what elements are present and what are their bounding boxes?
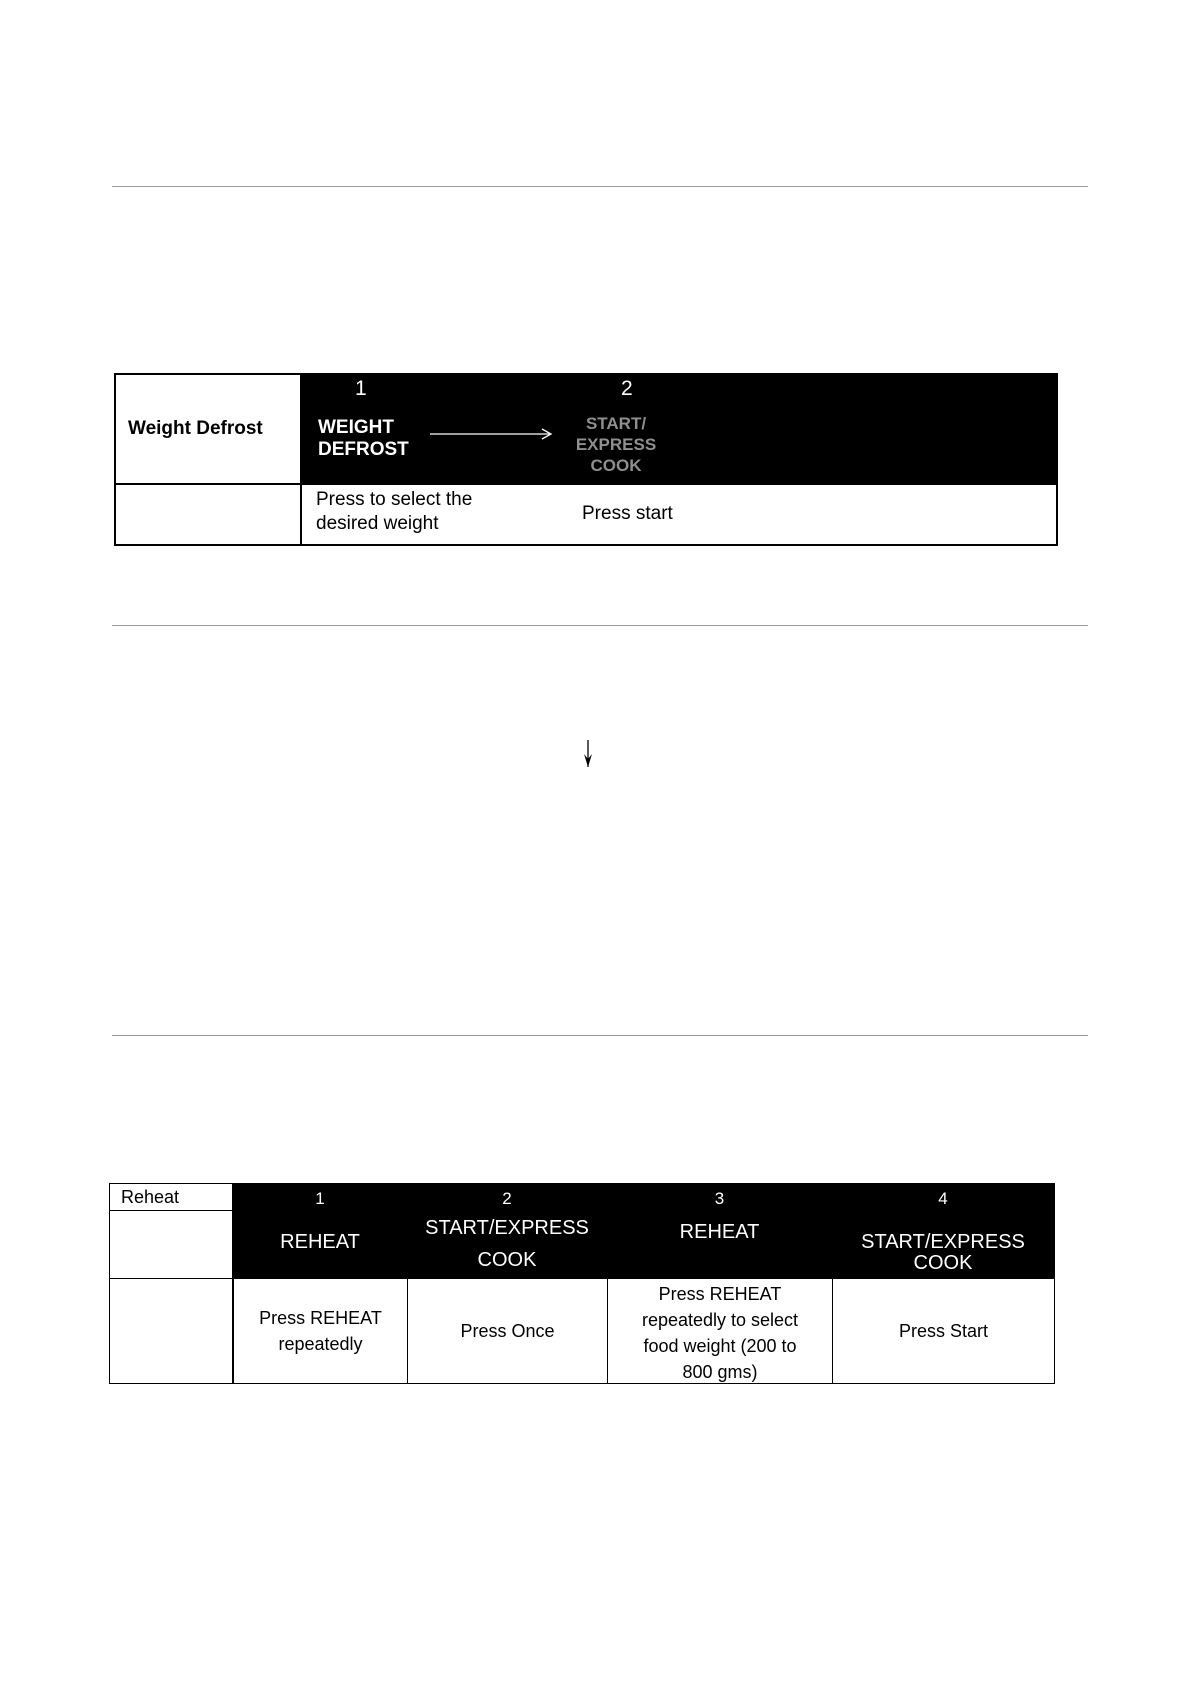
weight-defrost-label-blank-cell <box>116 485 302 544</box>
weight-defrost-button-label <box>318 417 409 461</box>
weight-defrost-table <box>114 373 1058 546</box>
reheat-button-label: REHEAT <box>280 1231 360 1253</box>
reheat-label-blank-cell <box>110 1279 233 1383</box>
button-label-line: COOK <box>477 1249 537 1271</box>
reheat-button-label: REHEAT <box>679 1221 760 1243</box>
step-header <box>233 1184 407 1279</box>
step-description: Press REHEAT repeatedly <box>233 1279 407 1383</box>
step-description: Press REHEAT repeatedly to select food weight (200 to 800 gms) <box>607 1279 832 1383</box>
button-label-line: WEIGHT <box>318 417 394 438</box>
start-express-cook-button-label <box>568 413 664 476</box>
right-arrow-icon <box>430 427 554 441</box>
button-label-line: COOK <box>913 1252 973 1274</box>
divider-rule <box>112 186 1088 187</box>
reheat-table <box>109 1183 1055 1384</box>
button-label-line: EXPRESS <box>575 435 657 454</box>
step-header <box>832 1184 1054 1279</box>
button-label-line: COOK <box>590 456 642 475</box>
down-arrow-icon <box>582 740 594 768</box>
divider-rule <box>112 1035 1088 1036</box>
button-label-line: START/ <box>585 414 647 433</box>
weight-defrost-header-row <box>302 375 1056 485</box>
reheat-label-blank-cell <box>110 1211 233 1279</box>
step-header <box>407 1184 607 1279</box>
step-number: 3 <box>714 1189 725 1208</box>
step-description: Press Start <box>832 1279 1054 1383</box>
step-number: 4 <box>938 1189 948 1208</box>
button-label-line: START/EXPRESS <box>861 1231 1025 1253</box>
reheat-label: Reheat <box>110 1184 233 1211</box>
description-line: Press to select the <box>316 489 473 510</box>
step-description: Press Once <box>407 1279 607 1383</box>
step-number: 2 <box>502 1189 512 1208</box>
description-line: desired weight <box>316 513 439 534</box>
step-number: 1 <box>315 1189 325 1208</box>
button-label-line: START/EXPRESS <box>425 1217 589 1239</box>
step-number: 1 <box>355 377 367 400</box>
start-express-cook-button-label <box>832 1232 1054 1274</box>
divider-rule <box>112 625 1088 626</box>
button-label-line: DEFROST <box>318 439 409 460</box>
weight-defrost-label: Weight Defrost <box>116 375 302 485</box>
step-header <box>607 1184 832 1279</box>
start-express-cook-button-label <box>407 1212 607 1276</box>
step-description: Press start <box>582 503 673 524</box>
step-number: 2 <box>621 377 633 400</box>
step-description <box>316 485 472 536</box>
